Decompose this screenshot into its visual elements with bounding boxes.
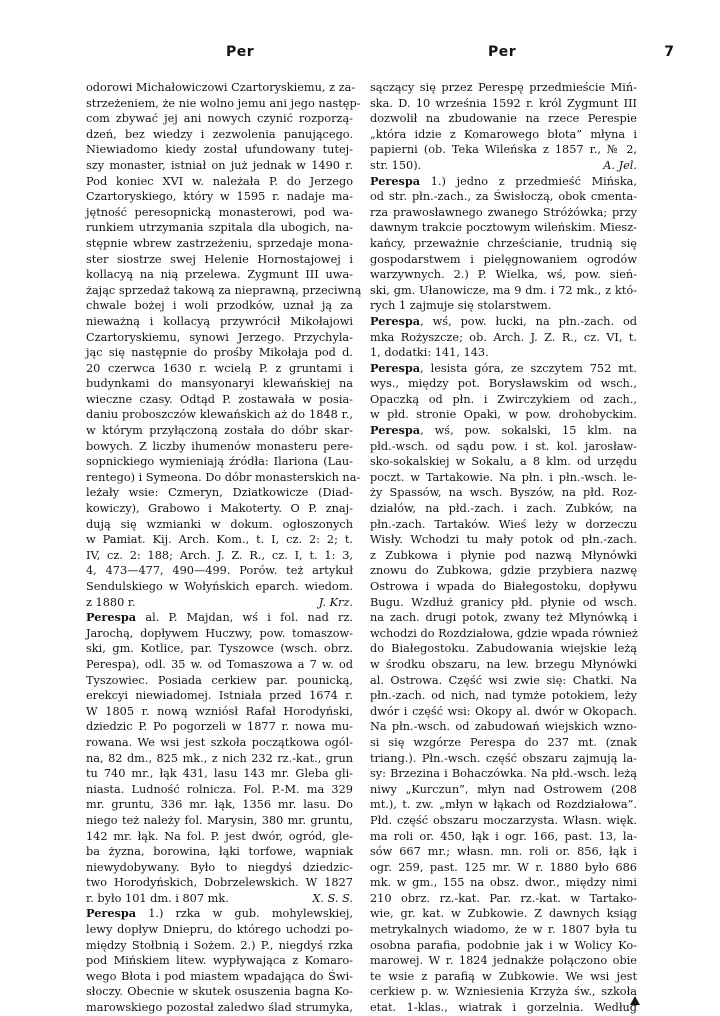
line-text: działów, na płd.-zach. i zach. Zubków, na xyxy=(370,502,637,516)
text-line xyxy=(86,267,353,283)
text-line xyxy=(370,719,637,735)
text-line xyxy=(86,158,353,174)
text-line xyxy=(370,548,637,564)
line-text: odorowi Michałowiczowi Czartoryskiemu, z za- xyxy=(86,81,356,94)
text-line xyxy=(86,579,353,595)
text-line xyxy=(86,688,353,704)
text-line xyxy=(86,969,353,985)
text-line xyxy=(370,142,637,158)
line-text: „która idzie z Komarowego błota” młyna i xyxy=(370,127,637,141)
line-text: Sendulskiego w Wołyńskich eparch. wiedom. xyxy=(86,580,353,593)
text-line xyxy=(370,813,637,829)
text-line xyxy=(370,969,637,985)
line-text: daniu proboszczów klewańskich aż do 1848 r., xyxy=(86,408,353,422)
text-line xyxy=(370,361,637,377)
line-text: dozwolił na zbudowanie na rzece Perespie xyxy=(370,112,637,126)
line-text: Perespa), odl. 35 w. od Tomaszowa a 7 w. od xyxy=(86,657,353,671)
line-text: al. Ostrowa. Część wsi zwie się: Chatki. Na xyxy=(370,673,637,687)
line-text: szy monaster, istniał on już jednak w 1490 r. xyxy=(86,158,353,172)
line-text: Bugu. Wzdłuż granicy płd. płynie od wsch. xyxy=(370,595,637,609)
line-text: ski, gm. Ułanowicze, ma 9 dm. i 72 mk., z któ- xyxy=(370,283,637,297)
line-text: sów 667 mr.; własn. mn. roli or. 856, łąk i xyxy=(370,845,637,859)
line-text: kowiczy), Grabowo i Makoterty. O P. znaj- xyxy=(86,502,353,516)
line-text: erekcyi niewiadomej. Istniała przed 1674 r. xyxy=(86,689,353,703)
line-text: mt.), t. zw. „młyn w łąkach od Rozdziałowa”. xyxy=(370,798,637,812)
text-line xyxy=(86,610,353,626)
text-line xyxy=(86,470,361,486)
text-line xyxy=(86,314,353,330)
text-line xyxy=(370,158,637,174)
text-line xyxy=(86,984,353,1000)
line-text: 1, dodatki: 141, 143. xyxy=(370,346,489,360)
line-text: ster siostrze swej Helenie Hornostajowej i xyxy=(86,252,353,266)
text-line xyxy=(370,111,637,127)
text-line xyxy=(86,641,353,657)
line-text: poczt. w Tartakowie. Na płn. i płn.-wsch. le- xyxy=(370,470,637,484)
text-line xyxy=(370,579,637,595)
line-text: warzywnych. 2.) P. Wielka, wś, pow. sień- xyxy=(370,268,637,282)
text-line xyxy=(86,376,353,392)
text-line xyxy=(370,641,637,657)
line-text: w którym przyłączoną została do dóbr skar- xyxy=(86,424,353,438)
line-text: płn.-zach. Tartaków. Wieś leży w dorzeczu xyxy=(370,517,637,531)
text-line xyxy=(86,1000,353,1016)
text-line xyxy=(86,127,353,143)
registration-triangle-mark xyxy=(630,996,640,1005)
text-line xyxy=(370,922,637,938)
line-text: te wsie z parafią w Zubkowie. We wsi jest xyxy=(370,969,637,983)
text-line xyxy=(86,532,353,548)
line-text: w płd. stronie Opaki, w pow. drohobyckim. xyxy=(370,408,637,422)
text-line xyxy=(370,782,637,798)
text-line xyxy=(86,657,353,673)
text-line xyxy=(370,751,637,767)
line-text: 4, 473—477, 490—499. Porów. też artykuł xyxy=(86,564,353,578)
text-line xyxy=(86,844,353,860)
line-text: Ostrowa i wpada do Białegostoku, dopływu xyxy=(370,580,637,593)
text-line xyxy=(370,766,637,782)
line-text: nieważną i kollacyą przywrócił Mikołajowi xyxy=(86,314,353,328)
line-text: ma roli or. 450, łąk i ogr. 166, past. 13, la- xyxy=(370,829,637,843)
line-text: strzeżeniem, że nie wolno jemu ani jego następ- xyxy=(86,96,361,110)
text-line xyxy=(86,111,353,127)
line-text: pod Mińskiem litew. wypływająca z Komaro- xyxy=(86,954,353,968)
line-text: między Stołbnią i Sożem. 2.) P., niegdyś rzka xyxy=(86,938,353,952)
text-line xyxy=(86,345,353,361)
line-text: niewydobywany. Było to niegdyś dziedzic- xyxy=(86,860,353,874)
line-text: lewy dopływ Dniepru, do którego uchodzi po- xyxy=(86,923,353,937)
author-signature: A. Jel. xyxy=(603,158,637,172)
text-line xyxy=(86,485,353,501)
text-line xyxy=(86,563,353,579)
line-text: Wisły. Wchodzi tu mały potok od płn.-zach. xyxy=(370,533,637,547)
text-line xyxy=(370,470,637,486)
line-text: runkiem utrzymania szpitala dla ubogich, na- xyxy=(86,221,353,235)
line-text: od str. płn.-zach., za Świsłoczą, obok cmenta- xyxy=(370,190,637,204)
text-line xyxy=(86,80,356,96)
text-line xyxy=(86,735,353,751)
line-text: marowskiego pozostał zaledwo ślad strumyka, xyxy=(86,1001,353,1015)
text-line xyxy=(370,174,637,190)
entry-headword: Perespa xyxy=(370,173,421,188)
text-line xyxy=(86,797,353,813)
text-line xyxy=(86,423,353,439)
line-text: si się wzgórze Perespa do 237 mt. (znak xyxy=(370,735,637,749)
line-text: jąc się następnie do prośby Mikołaja pod d. xyxy=(86,346,353,360)
text-line xyxy=(370,860,637,876)
text-line xyxy=(86,205,353,221)
line-text: dawnym trakcie pocztowym wileńskim. Miesz- xyxy=(370,221,637,235)
line-text: płn.-zach. od nich, nad tymże potokiem, leży xyxy=(370,689,637,703)
text-line xyxy=(370,485,637,501)
text-line xyxy=(370,891,637,907)
text-line xyxy=(370,829,637,845)
text-line xyxy=(370,220,637,236)
line-text: , wś, pow. łucki, na płn.-zach. od xyxy=(420,314,637,328)
text-line xyxy=(86,829,353,845)
line-text: Płd. część obszaru moczarzysta. Własn. więk. xyxy=(370,813,637,827)
line-text: znowu do Zubkowa, gdzie przybiera nazwę xyxy=(370,564,637,578)
line-text: dzeń, bez wiedzy i zezwolenia panującego. xyxy=(86,127,353,141)
line-text: ba żyzna, borowina, łąki torfowe, wapniak xyxy=(86,845,353,859)
entry-headword: Perespa xyxy=(370,423,421,438)
author-signature: J. Krz. xyxy=(318,595,353,609)
text-line xyxy=(370,595,637,611)
text-line xyxy=(86,626,353,642)
text-line xyxy=(370,407,637,423)
text-line xyxy=(370,532,637,548)
text-line xyxy=(86,595,353,611)
line-text: jętność peresopnicką monasterowi, pod wa- xyxy=(86,205,353,219)
text-line xyxy=(86,813,353,829)
line-text: ska. D. 10 września 1592 r. król Zygmunt III xyxy=(370,96,637,110)
line-text: gospodarstwem i pielęgnowaniem ogrodów xyxy=(370,252,637,266)
line-text: mk. w gm., 155 na obsz. dwor., między nimi xyxy=(370,876,637,890)
line-text: sko-sokalskiej w Sokalu, a 8 klm. od urzędu xyxy=(370,455,637,469)
text-line xyxy=(370,298,637,314)
line-text: kollacyą na nią przelewa. Zygmunt III uwa- xyxy=(86,268,353,282)
text-line xyxy=(86,548,353,564)
text-line xyxy=(370,673,637,689)
text-line xyxy=(370,875,637,891)
line-text: z Zubkowa i płynie pod nazwą Młynówki xyxy=(370,548,637,562)
text-line xyxy=(370,517,637,533)
text-line xyxy=(370,376,637,392)
running-head xyxy=(86,36,674,66)
line-text: sy: Brzezina i Bohaczówka. Na płd.-wsch. leżą xyxy=(370,767,637,781)
line-text: wieczne czasy. Odtąd P. zostawała w posia- xyxy=(86,392,353,406)
text-line xyxy=(86,875,353,891)
line-text: niego też należy fol. Marysin, 380 mr. gruntu, xyxy=(86,813,353,827)
line-text: Niewiadomo kiedy został ufundowany tutej- xyxy=(86,143,353,157)
line-text: ży Spassów, na wsch. Byszów, na płd. Roz- xyxy=(370,486,637,500)
line-text: metrykalnych wiadomo, że w r. 1807 była tu xyxy=(370,923,637,937)
line-text: rych 1 zajmuje się stolarstwem. xyxy=(370,299,552,313)
line-text: , lesista góra, ze szczytem 752 mt. xyxy=(420,361,637,375)
text-line xyxy=(86,174,353,190)
right-text-column xyxy=(370,80,637,1016)
text-line xyxy=(86,189,353,205)
line-text: niasta. Ludność rolnicza. Fol. P.-M. ma 329 xyxy=(86,782,353,796)
line-text: słoczy. Obecnie w skutek osuszenia bagna Ko- xyxy=(86,985,353,999)
line-text: 1.) rzka w gub. mohylewskiej, xyxy=(136,907,353,921)
line-text: Pod koniec XVI w. należała P. do Jerzego xyxy=(86,174,353,188)
text-line xyxy=(86,283,362,299)
line-text: 142 mr. łąk. Na fol. P. jest dwór, ogród, gle- xyxy=(86,829,353,843)
left-text-column xyxy=(86,80,362,1016)
text-line xyxy=(86,330,353,346)
line-text: sączący się przez Perespę przedmieście Miń- xyxy=(370,81,637,94)
line-text: str. 150). xyxy=(370,158,422,172)
line-text: dują się wzmianki w dokum. ogłoszonych xyxy=(86,517,353,531)
text-line xyxy=(370,96,637,112)
text-line xyxy=(370,283,637,299)
text-line xyxy=(86,906,353,922)
text-line xyxy=(86,517,353,533)
text-line xyxy=(86,938,353,954)
line-text: kańcy, przeważnie chrześcianie, trudnią się xyxy=(370,236,637,250)
text-line xyxy=(370,906,637,922)
line-text: chwale bożej i woli przodków, uznał ją za xyxy=(86,299,353,313)
entry-headword: Perespa xyxy=(370,360,421,375)
text-line xyxy=(370,236,637,252)
text-line xyxy=(370,735,637,751)
line-text: rowana. We wsi jest szkoła początkowa ogól- xyxy=(86,735,353,749)
line-text: ogr. 259, past. 125 mr. W r. 1880 było 686 xyxy=(370,860,637,874)
line-text: cerkiew p. w. Wzniesienia Krzyża św., szkoła xyxy=(370,985,637,999)
text-line xyxy=(86,439,353,455)
line-text: al. P. Majdan, wś i fol. nad rz. xyxy=(136,611,353,625)
text-line xyxy=(370,314,637,330)
text-line xyxy=(370,189,637,205)
text-line xyxy=(370,330,637,346)
line-text: wego Błota i pod miastem wpadająca do Świ- xyxy=(86,969,353,983)
line-text: 1.) jedno z przedmieść Mińska, xyxy=(420,174,637,188)
text-line xyxy=(370,439,637,455)
line-text: triang.). Płn.-wsch. część obszaru zajmują la- xyxy=(370,751,637,765)
text-line xyxy=(86,673,353,689)
line-text: budynkami do mansyonaryi klewańskiej na xyxy=(86,377,353,391)
text-line xyxy=(370,392,637,408)
line-text: w Pamiat. Kij. Arch. Kom., t. I, cz. 2: 2; t. xyxy=(86,533,353,547)
text-line xyxy=(86,751,353,767)
line-text: 210 obrz. rz.-kat. Par. rz.-kat. w Tartako- xyxy=(370,891,637,905)
line-text: płd.-wsch. od sądu pow. i st. kol. jarosław- xyxy=(370,439,637,453)
line-text: wys., między pot. Borysławskim od wsch., xyxy=(370,377,637,391)
line-text: wie, gr. kat. w Zubkowie. Z dawnych ksiąg xyxy=(370,907,637,921)
text-line xyxy=(370,205,637,221)
line-text: żając sprzedaż takową za nieprawną, przeciwną xyxy=(86,283,362,297)
text-line xyxy=(370,267,637,283)
text-line xyxy=(86,782,353,798)
text-line xyxy=(370,938,637,954)
line-text: sopnickiego wymieniają źródła: Ilariona (Lau- xyxy=(86,455,353,469)
line-text: IV, cz. 2: 188; Arch. J. Z. R., cz. I, t. 1: 3, xyxy=(86,548,353,562)
line-text: Na płn.-wsch. od zabudowań wiejskich wzno- xyxy=(370,720,637,734)
line-text: , wś, pow. sokalski, 15 klm. na xyxy=(420,424,637,438)
line-text: marowej. W r. 1824 jednakże połączono obie xyxy=(370,954,637,968)
text-line xyxy=(86,252,353,268)
line-text: Czartoryskiemu, synowi Jerzego. Przychyla- xyxy=(86,330,353,344)
text-line xyxy=(86,96,361,112)
line-text: rentego) i Symeona. Do dóbr monasterskich na- xyxy=(86,470,361,484)
line-text: leżały wsie: Czmeryn, Dziatkowicze (Diad- xyxy=(86,486,353,500)
text-line xyxy=(86,719,353,735)
line-text: na, 82 dm., 825 mk., z nich 232 rz.-kat., grun xyxy=(86,751,353,765)
text-line xyxy=(370,984,637,1000)
text-line xyxy=(86,891,353,907)
line-text: com zbywać jej ani nowych czynić rozporzą- xyxy=(86,112,353,126)
line-text: niwy „Kurczun”, młyn nad Ostrowem (208 xyxy=(370,782,637,796)
text-line xyxy=(86,922,353,938)
text-line xyxy=(370,1000,637,1016)
text-line xyxy=(86,501,353,517)
text-line xyxy=(370,501,637,517)
text-line xyxy=(86,298,353,314)
line-text: stępnie wbrew zastrzeżeniu, sprzedaje mona- xyxy=(86,236,353,250)
line-text: tu 740 mr., łąk 431, lasu 143 mr. Gleba gli- xyxy=(86,767,353,781)
text-line xyxy=(370,704,637,720)
text-line xyxy=(86,860,353,876)
line-text: w środku obszaru, na lew. brzegu Młynówki xyxy=(370,657,637,671)
line-text: ski, gm. Kotlice, par. Tyszowce (wsch. obrz. xyxy=(86,642,353,656)
text-line xyxy=(370,953,637,969)
text-line xyxy=(370,688,637,704)
text-line xyxy=(370,610,637,626)
line-text: Jarochą, dopływem Huczwy, pow. tomaszow- xyxy=(86,626,353,640)
text-line xyxy=(370,127,637,143)
text-line xyxy=(86,392,353,408)
text-line xyxy=(86,766,353,782)
line-text: Opaczką od płn. i Zwirczykiem od zach., xyxy=(370,392,637,406)
text-line xyxy=(370,657,637,673)
line-text: rza prawosławnego zwanego Stróżówka; przy xyxy=(370,205,637,219)
text-line xyxy=(86,704,353,720)
text-line xyxy=(86,454,353,470)
line-text: 20 czerwca 1630 r. wcielą P. z gruntami i xyxy=(86,361,353,375)
line-text: two Horodyńskich, Dobrzelewskich. W 1827 xyxy=(86,876,353,890)
line-text: bowych. Z liczby ihumenów monasteru pere- xyxy=(86,439,353,453)
line-text: wchodzi do Rozdziałowa, gdzie wpada również xyxy=(370,626,638,640)
text-line xyxy=(370,844,637,860)
running-head-center: Per xyxy=(488,44,517,60)
line-text: Czartoryskiego, który w 1595 r. nadaje ma- xyxy=(86,190,353,204)
text-line xyxy=(370,626,637,642)
text-line xyxy=(86,236,353,252)
author-signature: X. S. S. xyxy=(312,891,353,905)
text-line xyxy=(86,407,353,423)
line-text: osobna parafia, podobnie jak i w Wolicy Ko- xyxy=(370,938,637,952)
text-line xyxy=(86,220,353,236)
line-text: etat. 1-klas., wiatrak i gorzelnia. Według xyxy=(370,1001,637,1015)
line-text: dwór i część wsi: Okopy al. dwór w Okopach. xyxy=(370,704,637,718)
running-head-left: Per xyxy=(226,44,255,60)
line-text: na zach. drugi potok, zwany też Młynówką i xyxy=(370,611,637,625)
page-number: 7 xyxy=(664,44,674,60)
text-line xyxy=(86,361,353,377)
text-line xyxy=(370,454,637,470)
entry-headword: Perespa xyxy=(86,906,137,921)
text-line xyxy=(86,142,353,158)
text-line xyxy=(86,953,353,969)
text-line xyxy=(370,345,637,361)
line-text: papierni (ob. Teka Wileńska z 1857 r., № 2, xyxy=(370,143,637,157)
entry-headword: Perespa xyxy=(370,313,421,328)
line-text: z 1880 r. xyxy=(86,595,136,609)
text-line xyxy=(370,80,637,96)
line-text: mr. gruntu, 336 mr. łąk, 1356 mr. lasu. Do xyxy=(86,798,353,812)
entry-headword: Perespa xyxy=(86,610,137,625)
line-text: W 1805 r. nową wzniósł Rafał Horodyński, xyxy=(86,704,353,718)
text-line xyxy=(370,252,637,268)
line-text: r. było 101 dm. i 807 mk. xyxy=(86,891,229,905)
line-text: mka Rożyszcze; ob. Arch. J. Z. R., cz. VI, t. xyxy=(370,330,637,344)
text-line xyxy=(370,423,637,439)
line-text: dziedzic P. Po pogorzeli w 1877 r. nowa mu- xyxy=(86,720,353,734)
line-text: Tyszowiec. Posiada cerkiew par. pounicką, xyxy=(86,673,353,687)
text-line xyxy=(370,563,637,579)
text-line xyxy=(370,797,637,813)
line-text: do Białegostoku. Zabudowania wiejskie leżą xyxy=(370,642,637,656)
